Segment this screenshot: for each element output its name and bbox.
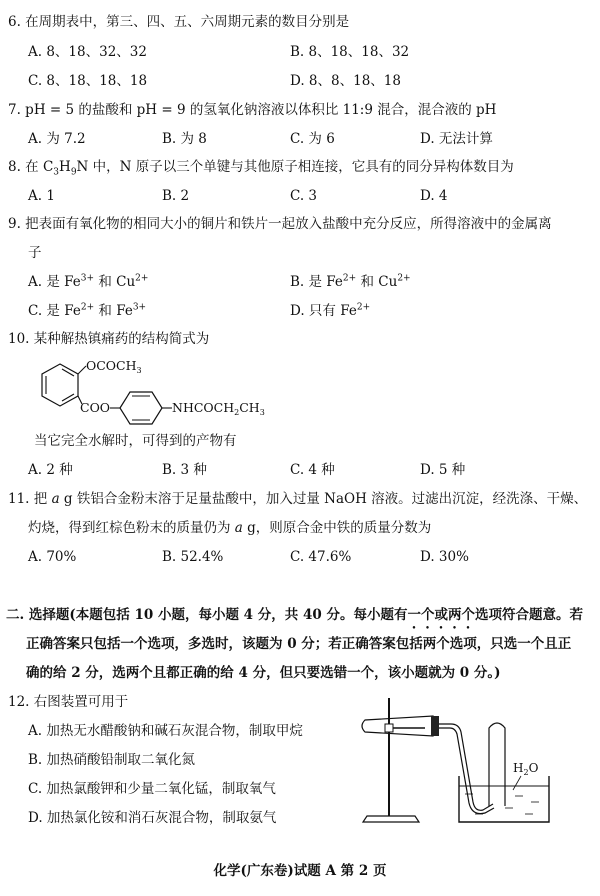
- page-footer: 化学(广东卷)试题 A 第 2 页: [213, 863, 387, 879]
- q12-apparatus-label-h2o: $H_2O$: [513, 761, 539, 777]
- q8-option-b: B. 2: [162, 188, 190, 204]
- q7-stem: 7. pH = 5 的盐酸和 pH = 9 的氢氧化钠溶液以体积比 11:9 混合，混合液的 pH: [8, 102, 497, 118]
- q10-option-a: A. 2 种: [28, 462, 73, 478]
- q8-option-d: D. 4: [420, 188, 448, 204]
- q8-option-c: C. 3: [290, 188, 318, 204]
- q7-option-d: D. 无法计算: [420, 131, 493, 147]
- q6-option-a: A. 8、18、32、32: [28, 44, 147, 60]
- q7-option-c: C. 为 6: [290, 131, 335, 147]
- q10-option-d: D. 5 种: [420, 462, 466, 478]
- q10-formula-nhcoch2ch3: $NHCOCH_2CH_3$: [172, 400, 265, 417]
- q6-option-d: D. 8、8、18、18: [290, 73, 401, 89]
- q12-stem: 12. 右图装置可用于: [8, 694, 129, 710]
- q10-stem: 10. 某种解热镇痛药的结构简式为: [8, 331, 210, 347]
- q12-option-c: C. 加热氯酸钾和少量二氧化锰，制取氧气: [28, 781, 276, 797]
- q9-stem-line1: 9. 把表面有氧化物的相同大小的铜片和铁片一起放入盐酸中充分反应，所得溶液中的金属离: [8, 216, 552, 232]
- section2-line1: 二. 选择题(本题包括 10 小题，每小题 4 分，共 40 分。每小题有一个或两个选项符合题意。若: [6, 607, 583, 623]
- q9-option-a: A. 是 $Fe^{3+}$ 和 $Cu^{2+}$: [28, 273, 149, 290]
- q10-stem-line2: 当它完全水解时，可得到的产物有: [34, 433, 237, 449]
- q9-option-b: B. 是 $Fe^{2+}$ 和 $Cu^{2+}$: [290, 273, 411, 290]
- q11-stem-line2: 灼烧，得到红棕色粉末的质量仍为 a g，则原合金中铁的质量分数为: [28, 520, 432, 536]
- q12-option-d: D. 加热氯化铵和消石灰混合物，制取氨气: [28, 810, 277, 826]
- q11-option-b: B. 52.4%: [162, 549, 224, 565]
- q6-option-c: C. 8、18、18、18: [28, 73, 148, 89]
- q11-option-c: C. 47.6%: [290, 549, 352, 565]
- section2-line2: 正确答案只包括一个选项，多选时，该题为 0 分；若正确答案包括两个选项，只选一个且正: [26, 636, 572, 652]
- q8-stem: 8. 在 $C_3H_9N$ 中，N 原子以三个单键与其他原子相连接，它具有的同分异构体数目为: [8, 159, 514, 178]
- q11-option-d: D. 30%: [420, 549, 469, 565]
- q10-formula-coo: COO: [80, 400, 111, 415]
- q9-option-c: C. 是 $Fe^{2+}$ 和 $Fe^{3+}$: [28, 302, 147, 319]
- q6-option-b: B. 8、18、18、32: [290, 44, 410, 60]
- q10-option-c: C. 4 种: [290, 462, 335, 478]
- q11-option-a: A. 70%: [28, 549, 77, 565]
- q12-option-a: A. 加热无水醋酸钠和碱石灰混合物，制取甲烷: [28, 723, 303, 739]
- q9-stem-line2: 子: [28, 245, 42, 261]
- q9-option-d: D. 只有 $Fe^{2+}$: [290, 302, 371, 319]
- q11-stem-line1: 11. 把 a g 铁铝合金粉末溶于足量盐酸中，加入过量 NaOH 溶液。过滤出沉淀，经洗涤、干燥、: [8, 491, 588, 507]
- q10-structural-formula: [30, 352, 330, 432]
- q10-option-b: B. 3 种: [162, 462, 207, 478]
- q7-option-a: A. 为 7.2: [28, 131, 86, 147]
- q12-apparatus-figure: [355, 690, 585, 830]
- q10-formula-ococh3: $OCOCH_3$: [86, 358, 142, 375]
- q7-option-b: B. 为 8: [162, 131, 207, 147]
- q8-option-a: A. 1: [28, 188, 55, 204]
- q12-option-b: B. 加热硝酸铅制取二氧化氮: [28, 752, 196, 768]
- section2-line3: 确的给 2 分，选两个且都正确的给 4 分，但只要选错一个，该小题就为 0 分。): [26, 665, 501, 681]
- q6-stem: 6. 在周期表中，第三、四、五、六周期元素的数目分别是: [8, 14, 350, 30]
